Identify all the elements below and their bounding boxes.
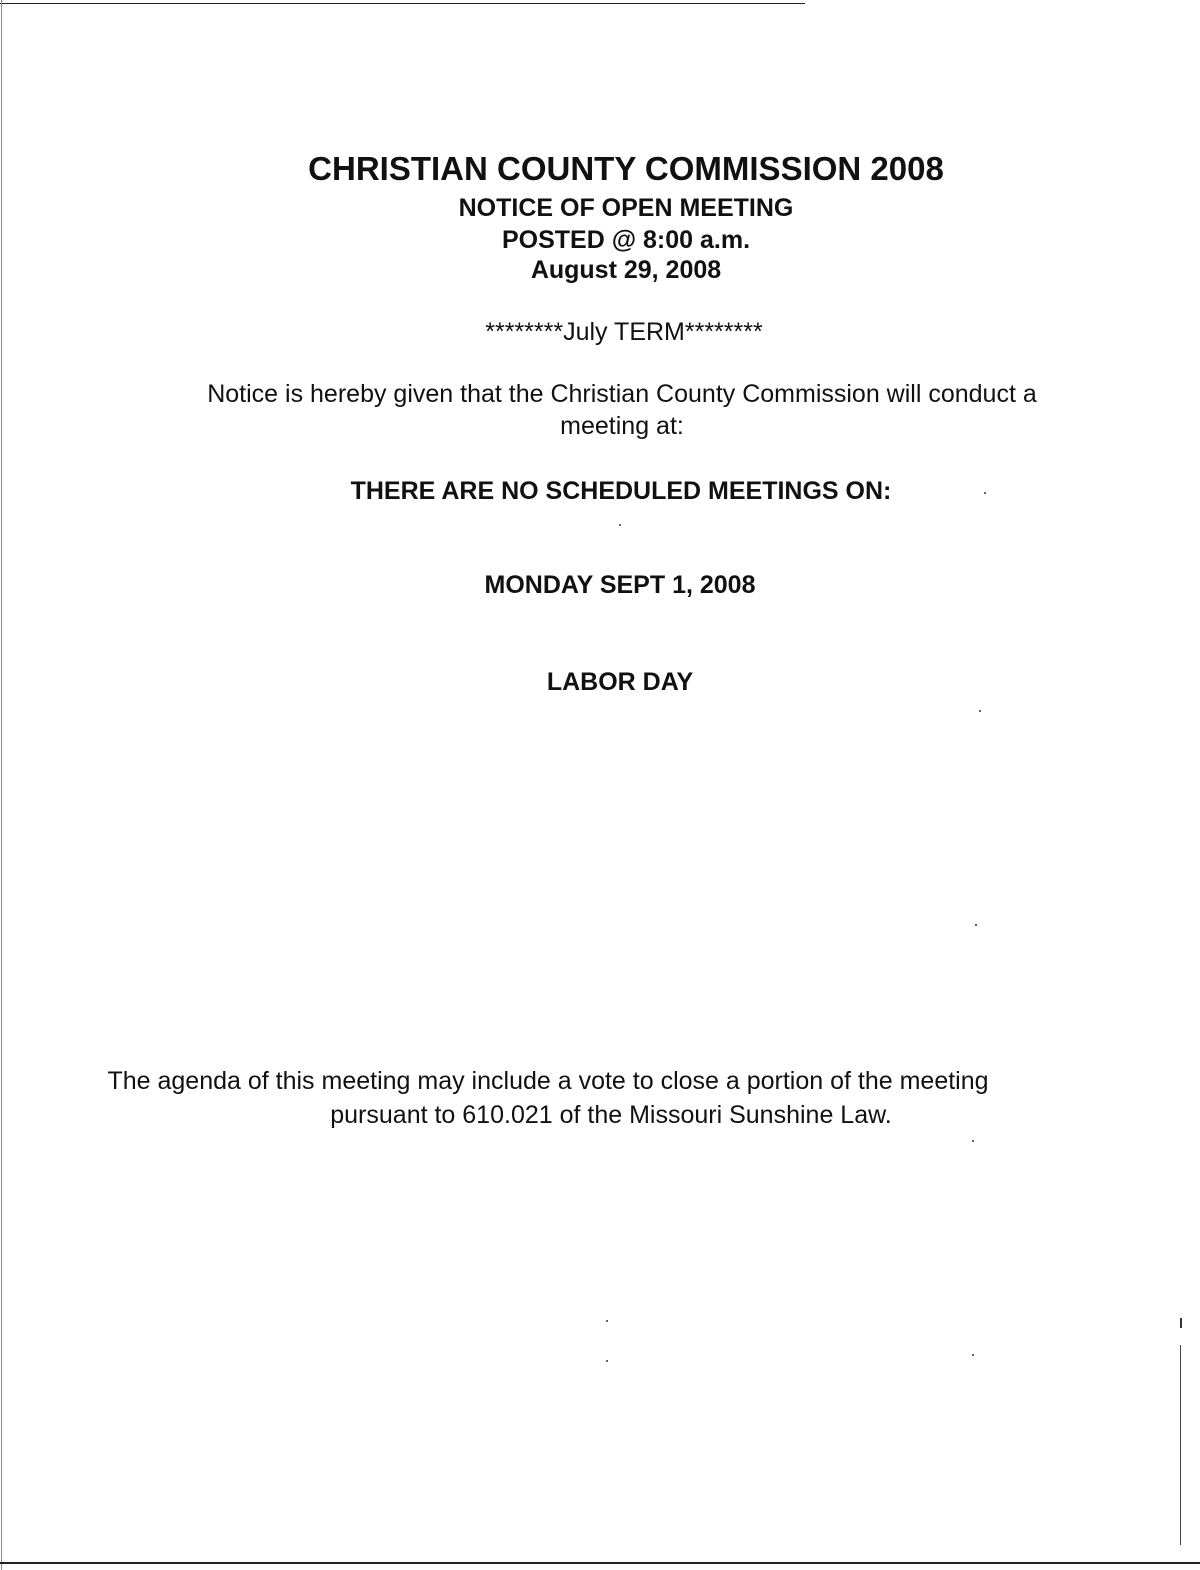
notice-text-line1: Notice is hereby given that the Christian County Commission will conduct a	[207, 380, 1037, 408]
term-label: ********July TERM********	[485, 318, 763, 346]
agenda-note-line1: The agenda of this meeting may include a vote to close a portion of the meeting	[107, 1067, 989, 1095]
posted-date: August 29, 2008	[530, 256, 722, 284]
scan-right-edge	[1180, 1345, 1181, 1545]
scan-top-border	[0, 3, 805, 4]
scan-speck	[606, 1360, 608, 1362]
no-meetings-heading: THERE ARE NO SCHEDULED MEETINGS ON:	[350, 477, 892, 505]
agenda-note-line2: pursuant to 610.021 of the Missouri Sunshine Law.	[330, 1101, 892, 1129]
posted-time: POSTED @ 8:00 a.m.	[501, 226, 751, 254]
scan-speck	[972, 1140, 974, 1142]
meeting-date: MONDAY SEPT 1, 2008	[484, 571, 756, 599]
scan-bottom-border	[0, 1562, 1200, 1564]
scan-speck	[975, 924, 977, 926]
scan-speck	[619, 524, 621, 526]
scan-speck	[606, 1320, 608, 1322]
scan-speck	[972, 1354, 974, 1356]
holiday-name: LABOR DAY	[546, 668, 694, 696]
scan-speck	[979, 710, 981, 712]
notice-heading: NOTICE OF OPEN MEETING	[458, 194, 794, 222]
document-title: CHRISTIAN COUNTY COMMISSION 2008	[308, 150, 944, 187]
scan-right-mark	[1180, 1318, 1182, 1328]
notice-text-line2: meeting at:	[560, 412, 684, 440]
